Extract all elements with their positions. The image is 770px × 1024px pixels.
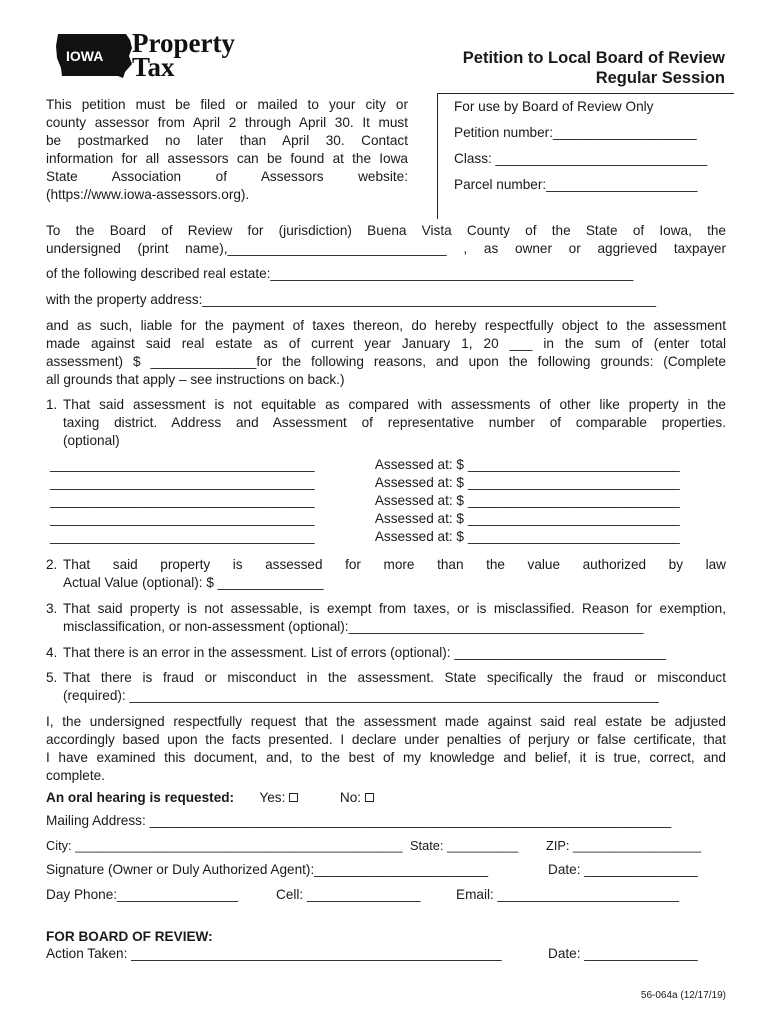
assessed-at-label: Assessed at: $ <box>374 457 464 472</box>
comparable-assessment-field[interactable]: ____________________________ <box>468 493 680 508</box>
state-field[interactable]: State: __________ <box>410 838 519 853</box>
declaration-line: accordingly based upon the facts presented. I declare under penalties of perjury or false certificate, that <box>46 732 726 747</box>
board-of-review-heading: FOR BOARD OF REVIEW: <box>46 929 213 944</box>
ground-5-number: 5. <box>46 670 58 685</box>
mailing-address-field[interactable]: Mailing Address: _____________________________________________________________________ <box>46 813 672 828</box>
form-title <box>463 48 725 88</box>
actual-value-field[interactable]: Actual Value (optional): $ ______________ <box>63 575 324 590</box>
action-date-field[interactable]: Date: _______________ <box>548 946 698 961</box>
liability-line: and as such, liable for the payment of taxes thereon, do hereby respectfully object to the assessment <box>46 318 726 333</box>
zip-field[interactable]: ZIP: __________________ <box>546 838 702 853</box>
petition-number-field[interactable]: Petition number:___________________ <box>454 125 697 140</box>
declaration-line: I, the undersigned respectfully request that the assessment made against said real estate be adjusted <box>46 714 726 729</box>
hearing-no-label: No: <box>339 790 362 805</box>
comparable-row <box>50 511 726 529</box>
declaration-paragraph <box>46 713 726 785</box>
hearing-yes-checkbox[interactable] <box>289 793 298 802</box>
comparable-row <box>50 529 726 547</box>
declaration-line: complete. <box>46 768 105 783</box>
comparable-row <box>50 457 726 475</box>
form-title-line2: Regular Session <box>595 69 725 87</box>
comparable-row <box>50 493 726 511</box>
intro-paragraph <box>46 96 408 204</box>
logo-state-text: IOWA <box>66 48 104 64</box>
jurisdiction-line[interactable]: To the Board of Review for (jurisdiction) Buena Vista County of the State of Iowa, the <box>46 223 726 238</box>
intro-line: State Association of Assessors website: <box>46 169 408 184</box>
ground-3-number: 3. <box>46 601 58 616</box>
comparable-properties-table <box>50 457 726 547</box>
ground-2-number: 2. <box>46 557 58 572</box>
ground-2 <box>46 556 726 592</box>
logo-tax-text: Tax <box>132 52 175 82</box>
intro-line: This petition must be filed or mailed to your city or <box>46 97 408 112</box>
ground-3-line: That said property is not assessable, is exempt from taxes, or is misclassified. Reason for exemption, <box>63 601 726 616</box>
cell-phone-field[interactable]: Cell: _______________ <box>276 887 421 902</box>
ground-1-line: taxing district. Address and Assessment of representative number of comparable properties. <box>63 415 726 430</box>
day-phone-field[interactable]: Day Phone:________________ <box>46 887 238 902</box>
ground-3 <box>46 600 726 636</box>
liability-line[interactable]: assessment) $ ______________for the following reasons, and upon the following grounds: (Complete <box>46 354 726 369</box>
comparable-address-field[interactable]: ___________________________________ <box>50 493 315 508</box>
liability-line[interactable]: made against said real estate as of current year January 1, 20 ___ in the sum of (enter total <box>46 336 726 351</box>
property-address-field[interactable]: with the property address:____________________________________________________________ <box>46 292 657 307</box>
comparable-row <box>50 475 726 493</box>
error-list-field[interactable]: That there is an error in the assessment. List of errors (optional): ____________________________ <box>63 645 667 660</box>
liability-paragraph <box>46 317 726 389</box>
jurisdiction-block <box>46 222 726 258</box>
ground-1-line: (optional) <box>63 433 120 448</box>
comparable-address-field[interactable]: ___________________________________ <box>50 457 315 472</box>
action-taken-field[interactable]: Action Taken: _________________________________________________ <box>46 946 502 961</box>
ground-1-number: 1. <box>46 397 58 412</box>
intro-line: (https://www.iowa-assessors.org). <box>46 187 250 202</box>
comparable-address-field[interactable]: ___________________________________ <box>50 529 315 544</box>
title-divider <box>437 93 734 94</box>
comparable-assessment-field[interactable]: ____________________________ <box>468 475 680 490</box>
comparable-assessment-field[interactable]: ____________________________ <box>468 457 680 472</box>
class-field[interactable]: Class: ____________________________ <box>454 151 708 166</box>
oral-hearing-row <box>46 790 374 805</box>
assessed-at-label: Assessed at: $ <box>374 511 464 526</box>
intro-line: county assessor from April 2 through April 30. It must <box>46 115 408 130</box>
ground-4 <box>46 644 726 662</box>
assessed-at-label: Assessed at: $ <box>374 493 464 508</box>
undersigned-name-field[interactable]: undersigned (print name),_____________________________ , as owner or aggrieved taxpayer <box>46 241 726 256</box>
parcel-number-field[interactable]: Parcel number:____________________ <box>454 177 698 192</box>
intro-line: be postmarked no later than April 30. Contact <box>46 133 408 148</box>
office-use-heading: For use by Board of Review Only <box>454 99 654 114</box>
fraud-description-field[interactable]: (required): ______________________________________________________________________ <box>63 688 659 703</box>
hearing-yes-label: Yes: <box>259 790 286 805</box>
office-use-box <box>454 99 726 203</box>
form-code: 56-064a (12/17/19) <box>640 990 726 1001</box>
city-field[interactable]: City: ______________________________________________ <box>46 838 403 853</box>
email-field[interactable]: Email: ________________________ <box>456 887 679 902</box>
comparable-assessment-field[interactable]: ____________________________ <box>468 529 680 544</box>
declaration-line: I have examined this document, and, to the best of my knowledge and belief, it is true, correct, and <box>46 750 726 765</box>
real-estate-description-field[interactable]: of the following described real estate:________________________________________________ <box>46 266 634 281</box>
signature-date-field[interactable]: Date: _______________ <box>548 862 698 877</box>
office-use-divider <box>437 93 438 219</box>
ground-2-line: That said property is assessed for more than the value authorized by law <box>63 557 726 572</box>
ground-4-number: 4. <box>46 645 58 660</box>
assessed-at-label: Assessed at: $ <box>374 475 464 490</box>
comparable-address-field[interactable]: ___________________________________ <box>50 511 315 526</box>
assessed-at-label: Assessed at: $ <box>374 529 464 544</box>
iowa-property-tax-logo <box>52 28 252 84</box>
oral-hearing-label: An oral hearing is requested: <box>46 790 235 805</box>
signature-field[interactable]: Signature (Owner or Duly Authorized Agent):_______________________ <box>46 862 489 877</box>
ground-1 <box>46 396 726 450</box>
exemption-reason-field[interactable]: misclassification, or non-assessment (optional):_______________________________________ <box>63 619 644 634</box>
comparable-address-field[interactable]: ___________________________________ <box>50 475 315 490</box>
iowa-state-map-icon <box>52 28 252 84</box>
logo-property-text: Property <box>132 28 235 58</box>
hearing-no-checkbox[interactable] <box>365 793 374 802</box>
ground-5 <box>46 669 726 705</box>
liability-line: all grounds that apply – see instructions on back.) <box>46 372 345 387</box>
comparable-assessment-field[interactable]: ____________________________ <box>468 511 680 526</box>
intro-line: information for all assessors can be found at the Iowa <box>46 151 408 166</box>
form-title-line1: Petition to Local Board of Review <box>462 49 725 67</box>
ground-5-line: That there is fraud or misconduct in the assessment. State specifically the fraud or misconduct <box>63 670 726 685</box>
ground-1-line: That said assessment is not equitable as compared with assessments of other like property in the <box>63 397 726 412</box>
